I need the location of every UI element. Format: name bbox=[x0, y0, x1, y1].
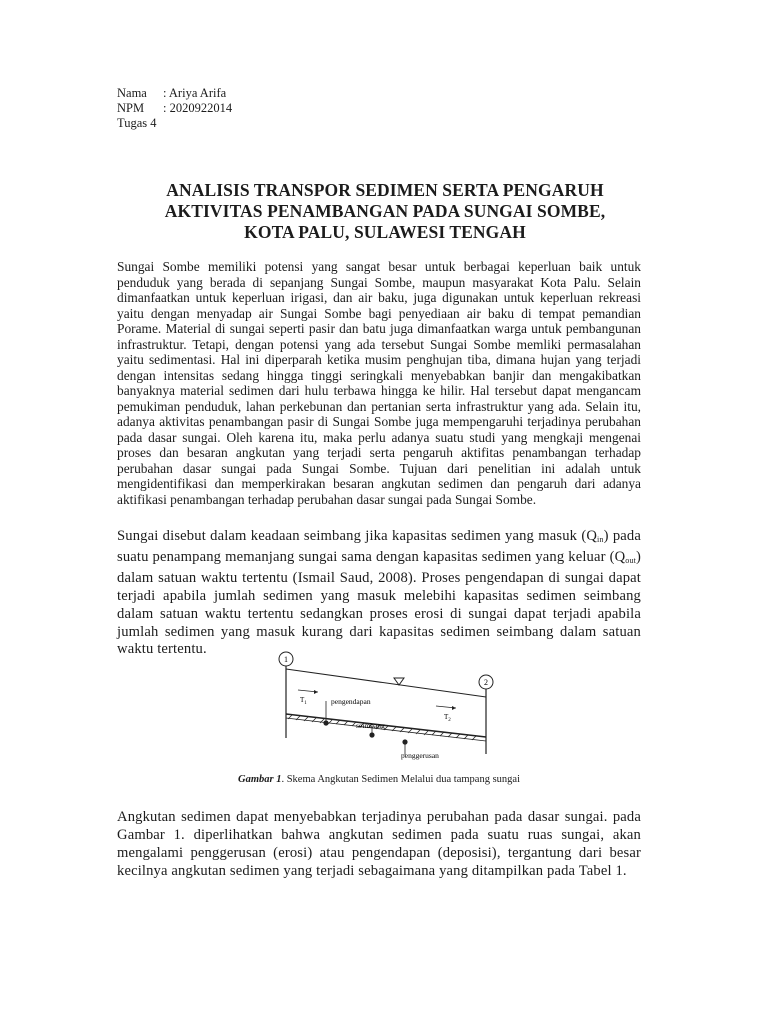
sediment-transport-figure bbox=[270, 646, 502, 761]
npm-row bbox=[117, 101, 232, 116]
q-in-subscript: in bbox=[597, 535, 604, 544]
river-bed-line bbox=[286, 714, 486, 737]
t2-label: $T_2$ bbox=[444, 713, 451, 723]
name-row bbox=[117, 86, 232, 101]
task-label: Tugas 4 bbox=[117, 116, 157, 130]
paragraph-figure-discussion: Angkutan sedimen dapat menyebabkan terjadinya perubahan pada dasar sungai. pada Gambar 1. diperlihatkan bahwa angkutan sedimen pada suatu ruas sungai, akan mengalami penggerusan (erosi) atau pengendapan (deposisi), tergantung dari besar kecilnya angkutan sedimen yang terjadi sebagaimana yang ditampilkan pada Tabel 1. bbox=[117, 809, 641, 879]
paragraph-equilibrium bbox=[117, 528, 641, 659]
paragraph-intro: Sungai Sombe memiliki potensi yang sangat besar untuk berbagai keperluan baik untuk penduduk yang berada di sepanjang Sungai Sombe, maupun masyarakat Kota Palu. Selain dimanfaatkan untuk keperluan irigasi, dan air baku, juga digunakan untuk keperluan rekreasi yaitu dengan menyadap air Sungai Sombe bagi penyediaan air baku di tempat pemandian Porame. Material di sungai seperti pasir dan batu juga dimanfaatkan warga untuk pembangunan infrastruktur. Tetapi, dengan potensi yang ada tersebut Sungai Sombe memliki permasalahan yaitu sedimentasi. Hal ini diperparah ketika musim penghujan tiba, dimana hujan yang terjadi dengan intensitas sedang hingga tinggi seringkali menyebabkan banjir dan mengakibatkan banyaknya material sedimen dari hulu terbawa hingga ke hilir. Hal tersebut dapat mengancam pemukiman penduduk, lahan perkebunan dan pertanian serta infrastruktur yang ada. Selain itu, adanya aktivitas penambangan pasir di Sungai Sombe juga mempengaruhi terjadinya perubahan pada dasar sungai. Oleh karena itu, maka perlu adanya suatu studi yang mengkaji mengenai proses dan besaran angkutan yang terjadi serta pengaruh aktifitas penambangan terhadap perubahan dasar sungai pada Sungai Sombe. Tujuan dari penelitian ini adalah untuk mengidentifikasi dan memperkirakan besaran angkutan sedimen dan pengaruh dari adanya aktifikasi penambangan terhadap perubahan dasar sungai pada Sungai Sombe. bbox=[117, 259, 641, 507]
paragraph-equilibrium-part3: ) dalam satuan waktu tertentu (Ismail Saud, 2008). Proses pengendapan di sungai dapat terjadi apabila jumlah sedimen yang masuk melebihi kapasitas sedimen seimbang dalam satuan waktu tertentu sedangkan proses erosi di sungai dapat terjadi apabila jumlah sedimen yang masuk kurang dari kapasitas sedimen seimbang dalam satuan waktu tertentu. bbox=[117, 548, 641, 658]
name-label: Nama bbox=[117, 86, 147, 100]
section-1-label: 1 bbox=[284, 655, 288, 664]
figure-caption-label: Gambar 1 bbox=[237, 774, 282, 785]
q-out-subscript: out bbox=[625, 555, 636, 565]
document-title: ANALISIS TRANSPOR SEDIMEN SERTA PENGARUH AKTIVITAS PENAMBANGAN PADA SUNGAI SOMBE, KOTA PALU, SULAWESI TENGAH bbox=[164, 180, 606, 242]
npm-label: NPM bbox=[117, 101, 145, 115]
t1-label: $T_1$ bbox=[300, 696, 307, 706]
section-2-label: 2 bbox=[484, 678, 488, 687]
figure-caption-text: . Skema Angkutan Sedimen Melalui dua tampang sungai bbox=[281, 774, 520, 785]
paragraph-equilibrium-part1: Sungai disebut dalam keadaan seimbang jika kapasitas sedimen yang masuk (Q bbox=[117, 528, 598, 544]
t2-arrowhead bbox=[452, 706, 456, 710]
t1-arrowhead bbox=[314, 690, 318, 694]
deposition-label: pengendapan bbox=[331, 697, 371, 706]
paragraph-equilibrium-part2: ) pada suatu penampang memanjang sungai sama dengan kapasitas sedimen yang keluar (Q bbox=[117, 528, 641, 565]
erosion-label: penggerusan bbox=[401, 751, 439, 760]
name-value: : Ariya Arifa bbox=[163, 86, 227, 100]
author-header bbox=[117, 86, 232, 131]
equilibrium-label: seimbang bbox=[356, 721, 385, 730]
figure-caption bbox=[117, 774, 641, 785]
npm-value: : 2020922014 bbox=[163, 101, 233, 115]
